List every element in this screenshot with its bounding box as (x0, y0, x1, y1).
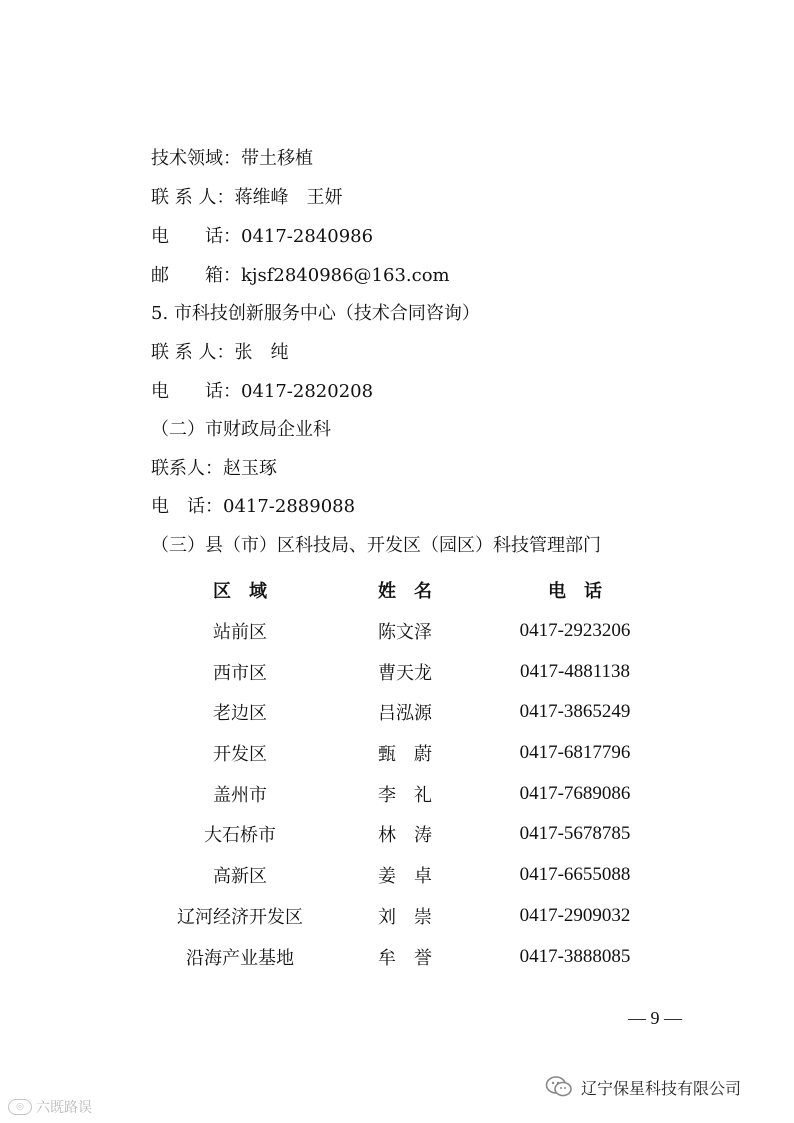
phone-cell: 0417-4881138 (519, 660, 631, 682)
table-row (150, 733, 670, 774)
service-center-heading: 5. 市科技创新服务中心（技术合同咨询） (151, 303, 480, 324)
contact-person-line: 联 系 人：蒋维峰 王妍 (151, 187, 343, 208)
name-cell: 姜 卓 (378, 866, 432, 888)
name-cell: 牟 誉 (378, 947, 432, 969)
page-number: — 9 — (628, 1008, 682, 1028)
table-header-row (150, 570, 670, 611)
phone-cell: 0417-5678785 (519, 823, 631, 845)
name-cell: 曹天龙 (378, 662, 432, 684)
phone-cell: 0417-6655088 (519, 864, 631, 886)
phone-cell: 0417-2923206 (519, 620, 631, 642)
name-cell: 林 涛 (378, 825, 432, 847)
name-cell: 陈文泽 (378, 622, 432, 644)
table-row (150, 936, 670, 977)
table-row (150, 692, 670, 733)
tech-field-line: 技术领域：带土移植 (151, 148, 313, 169)
contact-person-line-3: 联系人：赵玉琢 (151, 458, 277, 479)
phone-line: 电 话：0417-2840986 (151, 226, 374, 247)
phone-line-3: 电 话：0417-2889088 (151, 496, 356, 517)
district-contacts-table (150, 570, 670, 977)
district-bureau-heading: （三）县（市）区科技局、开发区（园区）科技管理部门 (151, 535, 601, 556)
watermark-right-text: 辽宁保星科技有限公司 (581, 1078, 742, 1098)
name-cell: 刘 崇 (378, 906, 432, 928)
header-area: 区 域 (213, 581, 267, 603)
table-row (150, 896, 670, 937)
name-cell: 吕泓源 (378, 703, 432, 725)
header-phone: 电 话 (548, 581, 602, 603)
watermark-left-text: 六既路误 (36, 1100, 92, 1116)
phone-cell: 0417-7689086 (519, 782, 631, 804)
area-cell: 高新区 (213, 866, 267, 888)
circle-logo-icon: ◎ (8, 1099, 32, 1115)
phone-cell: 0417-3865249 (519, 701, 631, 723)
area-cell: 盖州市 (213, 784, 267, 806)
area-cell: 开发区 (213, 744, 267, 766)
wechat-icon (545, 1075, 573, 1099)
name-cell: 甄 蔚 (378, 744, 432, 766)
table-row (150, 814, 670, 855)
table-row (150, 651, 670, 692)
area-cell: 老边区 (213, 703, 267, 725)
finance-bureau-heading: （二）市财政局企业科 (151, 419, 331, 440)
area-cell: 站前区 (213, 622, 267, 644)
phone-cell: 0417-3888085 (519, 945, 631, 967)
name-cell: 李 礼 (378, 784, 432, 806)
email-line: 邮 箱：kjsf2840986@163.com (151, 265, 450, 286)
phone-line-2: 电 话：0417-2820208 (151, 381, 374, 402)
phone-cell: 0417-6817796 (519, 742, 631, 764)
area-cell: 西市区 (213, 662, 267, 684)
contact-person-line-2: 联 系 人：张 纯 (151, 342, 289, 363)
table-row (150, 855, 670, 896)
area-cell: 大石桥市 (204, 825, 276, 847)
header-name: 姓 名 (378, 581, 432, 603)
watermark-left (8, 1097, 92, 1117)
area-cell: 辽河经济开发区 (177, 906, 303, 928)
table-row (150, 773, 670, 814)
table-row (150, 611, 670, 652)
phone-cell: 0417-2909032 (519, 904, 631, 926)
watermark-right (545, 1075, 741, 1099)
area-cell: 沿海产业基地 (186, 947, 294, 969)
